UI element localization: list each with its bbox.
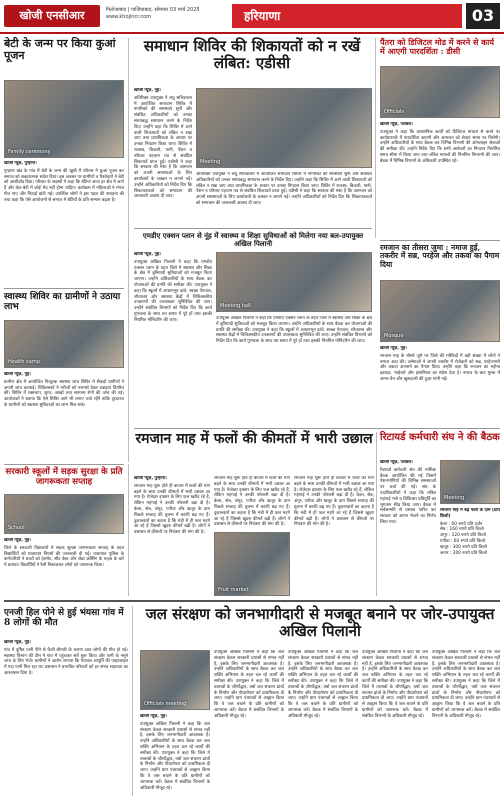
story-5-body: [134, 252, 212, 424]
page-number: 03: [466, 3, 500, 29]
story-7-byline: खोजी न्यूज़, पुन्हाना।: [134, 476, 167, 481]
list-item: पपीता : 60 रुपये प्रति किलो: [440, 538, 486, 544]
story-1-byline: खोजी न्यूज़, पुन्हाना।: [4, 161, 37, 166]
photo-label: Fruit market: [218, 587, 249, 593]
dateline: [106, 7, 216, 21]
section-title: हरियाणा: [232, 4, 462, 28]
story-9-text: जिले के सरकारी विद्यालयों में सड़क सुरक्षा जागरूकता सप्ताह के तहत विद्यार्थियों को यातायात नियमों की जानकारी दी गई। यातायात पुलिस के कर्मचारियों ने बच्चों को हेलमेट, सीट बेल्ट और जेब्रा क्रॉसिंग के महत्व के बारे में बताया। विद्यार्थियों ने रैली निकालकर लोगों को जागरूक किया।: [4, 545, 124, 569]
story-6-byline: खोजी न्यूज़, नूंह।: [380, 346, 407, 351]
photo-label: Meeting hall: [220, 303, 251, 309]
story-10-body: [4, 640, 128, 796]
story-5-byline: खोजी न्यूज़, नूंह।: [134, 252, 161, 257]
story-2-headline: स्वास्थ्य शिविर का ग्रामीणों ने उठाया लाभ: [4, 292, 121, 313]
story-11-body-cont3: [362, 650, 428, 796]
column-rule: [132, 606, 133, 796]
story-11-text-cont3: उपायुक्त अखिल पिलानी ने कहा कि जल संरक्षण केवल सरकारी प्रयासों से संभव नहीं है, इसके लिए जनभागीदारी आवश्यक है। उन्होंने अधिकारियों के साथ बैठक कर जल शक्ति अभियान के तहत चल रहे कार्यों की समीक्षा की। उपायुक्त ने कहा कि जिले में तालाबों के जीर्णोद्धार, वर्षा जल संचयन ढांचों के निर्माण और पौधारोपण को प्राथमिकता दी जाए। उन्होंने ग्राम पंचायतों से आह्वान किया कि वे जल बचाने के प्रति ग्रामीणों को जागरूक करें। बैठक में संबंधित विभागों के अधिकारी मौजूद रहे।: [362, 650, 428, 719]
column-rule: [128, 38, 129, 462]
story-3-body: [134, 88, 192, 224]
photo-label: Officials: [384, 109, 404, 115]
story-11-text-cont: उपायुक्त अखिल पिलानी ने कहा कि जल संरक्षण केवल सरकारी प्रयासों से संभव नहीं है, इसके लिए जनभागीदारी आवश्यक है। उन्होंने अधिकारियों के साथ बैठक कर जल शक्ति अभियान के तहत चल रहे कार्यों की समीक्षा की। उपायुक्त ने कहा कि जिले में तालाबों के जीर्णोद्धार, वर्षा जल संचयन ढांचों के निर्माण और पौधारोपण को प्राथमिकता दी जाए। उन्होंने ग्राम पंचायतों से आह्वान किया कि वे जल बचाने के प्रति ग्रामीणों को जागरूक करें। बैठक में संबंधित विभागों के अधिकारी मौजूद रहे।: [214, 650, 284, 719]
story-5-headline: एमडीए एक्शन प्लान से नूंह में स्वास्थ्य व शिक्षा सुविधाओं को मिलेगा नया बल-उपायुक्त अखिल पिलानी: [142, 231, 364, 248]
story-11-headline: जल संरक्षण को जनभागीदारी से मजबूत बनाने पर जोर-उपायुक्त अखिल पिलानी: [145, 605, 495, 640]
story-5-photo: [216, 252, 372, 312]
story-5-text-cont: उपायुक्त अखिल पिलानी ने कहा कि एमडीए एक्शन प्लान के तहत जिले में स्वास्थ्य और शिक्षा के क्षेत्र में बुनियादी सुविधाओं को मजबूत किया जाएगा। उन्होंने अधिकारियों के साथ बैठक कर योजनाओं की प्रगति की समीक्षा की। उपायुक्त ने कहा कि स्कूलों में आधारभूत ढांचे, स्वच्छ पेयजल, शौचालय और स्वास्थ्य केंद्रों में चिकित्सकीय उपकरणों की उपलब्धता सुनिश्चित की जाए। उन्होंने संबंधित विभागों को निर्देश दिए कि कार्य गुणवत्ता के साथ तय समय में पूरे हों तथा इसकी नियमित मॉनिटरिंग की जाए।: [216, 316, 372, 345]
story-2-byline: खोजी न्यूज़, नूंह।: [4, 372, 31, 377]
story-7-photo: [214, 532, 290, 596]
story-3-text-cont: अतिरिक्त उपायुक्त ने लघु सचिवालय में आयोजित समाधान शिविर में नागरिकों की समस्याएं सुनीं और संबंधित अधिकारियों को उनका समयबद्ध समाधान करने के निर्देश दिए। उन्होंने कहा कि शिविर में आने वाली शिकायतों को लंबित न रखा जाए तथा प्राथमिकता के आधार पर उनका निपटान किया जाए। शिविर में राजस्व, बिजली, पानी, पेंशन व परिवार पहचान पत्र से संबंधित शिकायतें प्राप्त हुईं। एडीसी ने कहा कि सरकार की मंशा है कि आमजन को अपनी समस्याओं के लिए कार्यालयों के चक्कर न लगाने पड़ें। उन्होंने अधिकारियों को निर्देश दिए कि शिकायतकर्ता को समाधान की जानकारी अवश्य दी जाए।: [196, 172, 372, 206]
story-7-text-cont2: रमजान माह शुरू होते ही बाजार में फलों की मांग बढ़ने के साथ उनकी कीमतों में भारी उछाल आ गया है। रोजेदार इफ्तार के लिए फल खरीद रहे हैं, लेकिन महंगाई ने उनकी परेशानी बढ़ा दी है। केला, सेब, अंगूर, पपीता और खजूर के दाम पिछले सप्ताह की तुलना में काफी बढ़ गए हैं। दुकानदारों का कहना है कि मंडी में ही फल महंगे आ रहे हैं जिससे खुदरा कीमतें बढ़ी हैं। लोगों ने प्रशासन से कीमतों पर नियंत्रण की मांग की है।: [294, 476, 374, 528]
story-6-photo: [380, 280, 500, 342]
story-5-body-cont: [216, 316, 372, 424]
dateline-text: फिरोजाबाद | गाजियाबाद, सोमवार 03 मार्च 2025: [106, 7, 200, 13]
story-3-photo: [196, 88, 372, 168]
list-item: अंगूर : 120 रुपये प्रति किलो: [440, 533, 486, 539]
story-11-body: [140, 714, 210, 796]
story-3-text: अतिरिक्त उपायुक्त ने लघु सचिवालय में आयोजित समाधान शिविर में नागरिकों की समस्याएं सुनीं और संबंधित अधिकारियों को उनका समयबद्ध समाधान करने के निर्देश दिए। उन्होंने कहा कि शिविर में आने वाली शिकायतों को लंबित न रखा जाए तथा प्राथमिकता के आधार पर उनका निपटान किया जाए। शिविर में राजस्व, बिजली, पानी, पेंशन व परिवार पहचान पत्र से संबंधित शिकायतें प्राप्त हुईं। एडीसी ने कहा कि सरकार की मंशा है कि आमजन को अपनी समस्याओं के लिए कार्यालयों के चक्कर न लगाने पड़ें। उन्होंने अधिकारियों को निर्देश दिए कि शिकायतकर्ता को समाधान की जानकारी अवश्य दी जाए।: [134, 95, 192, 200]
story-1-photo: [4, 80, 124, 158]
story-11-photo: [140, 650, 210, 710]
story-2-photo: [4, 320, 124, 368]
divider: [380, 240, 500, 241]
story-1-headline: बेटी के जन्म पर किया कुआं पूजन: [4, 37, 116, 63]
brand-logo: खोजी एनसीआर: [4, 5, 100, 27]
photo-label: Family ceremony: [8, 149, 51, 155]
story-7-text-cont: रमजान माह शुरू होते ही बाजार में फलों की मांग बढ़ने के साथ उनकी कीमतों में भारी उछाल आ गया है। रोजेदार इफ्तार के लिए फल खरीद रहे हैं, लेकिन महंगाई ने उनकी परेशानी बढ़ा दी है। केला, सेब, अंगूर, पपीता और खजूर के दाम पिछले सप्ताह की तुलना में काफी बढ़ गए हैं। दुकानदारों का कहना है कि मंडी में ही फल महंगे आ रहे हैं जिससे खुदरा कीमतें बढ़ी हैं। लोगों ने प्रशासन से कीमतों पर नियंत्रण की मांग की है।: [214, 476, 290, 528]
story-10-text: गांव में दूषित पानी पीने से फैली बीमारी के कारण आठ लोगों की मौत हो गई। स्वास्थ्य विभाग की टीम ने गांव में पहुंचकर सर्वे शुरू किया और पानी के नमूने जांच के लिए भेजे। ग्रामीणों ने आरोप लगाया कि पेयजल आपूर्ति की पाइपलाइन में गंदा पानी मिल रहा था। प्रशासन ने प्रभावित परिवारों को हर संभव सहायता का आश्वासन दिया है।: [4, 647, 128, 676]
story-11-text: उपायुक्त अखिल पिलानी ने कहा कि जल संरक्षण केवल सरकारी प्रयासों से संभव नहीं है, इसके लिए जनभागीदारी आवश्यक है। उन्होंने अधिकारियों के साथ बैठक कर जल शक्ति अभियान के तहत चल रहे कार्यों की समीक्षा की। उपायुक्त ने कहा कि जिले में तालाबों के जीर्णोद्धार, वर्षा जल संचयन ढांचों के निर्माण और पौधारोपण को प्राथमिकता दी जाए। उन्होंने ग्राम पंचायतों से आह्वान किया कि वे जल बचाने के प्रति ग्रामीणों को जागरूक करें। बैठक में संबंधित विभागों के अधिकारी मौजूद रहे।: [140, 721, 210, 791]
photo-label: Meeting: [444, 495, 465, 501]
story-9-body: [4, 538, 124, 596]
divider: [4, 600, 500, 602]
story-8-photo: [440, 460, 500, 504]
story-10-headline: एनजी हिल पोने से हुई भंयसा गांव में 8 लोगों की मौत: [4, 608, 124, 629]
list-item: अनार : 200 रुपये प्रति किलो: [440, 550, 487, 556]
story-7-body: [134, 476, 210, 596]
story-7-body-cont: [214, 476, 290, 530]
story-7-body-cont2: [294, 476, 374, 596]
fruit-price-list-label: रमजान माह में बढ़े फलों के दाम (प्रति किलो): [440, 508, 500, 519]
story-3-byline: खोजी न्यूज़, नूंह।: [134, 88, 161, 93]
story-3-headline: समाधान शिविर की शिकायतों को न रखें लंबित: एडीसी: [143, 37, 361, 72]
story-8-text: रिटायर्ड कर्मचारी संघ की मासिक बैठक आयोजित की गई जिसमें पेंशनभोगियों की विभिन्न समस्याओं पर चर्चा की गई। संघ के पदाधिकारियों ने कहा कि लंबित महंगाई भत्ते व चिकित्सा प्रतिपूर्ति का भुगतान शीघ्र किया जाए। बैठक में सर्वसम्मति से प्रस्ताव पारित कर सरकार को ज्ञापन भेजने का निर्णय लिया गया।: [380, 467, 436, 525]
column-rule: [128, 464, 129, 596]
story-9-byline: खोजी न्यूज़, नूंह।: [4, 538, 31, 543]
story-5-text: उपायुक्त अखिल पिलानी ने कहा कि एमडीए एक्शन प्लान के तहत जिले में स्वास्थ्य और शिक्षा के क्षेत्र में बुनियादी सुविधाओं को मजबूत किया जाएगा। उन्होंने अधिकारियों के साथ बैठक कर योजनाओं की प्रगति की समीक्षा की। उपायुक्त ने कहा कि स्कूलों में आधारभूत ढांचे, स्वच्छ पेयजल, शौचालय और स्वास्थ्य केंद्रों में चिकित्सकीय उपकरणों की उपलब्धता सुनिश्चित की जाए। उन्होंने संबंधित विभागों को निर्देश दिए कि कार्य गुणवत्ता के साथ तय समय में पूरे हों तथा इसकी नियमित मॉनिटरिंग की जाए।: [134, 259, 212, 323]
story-10-byline: खोजी न्यूज़, नूंह।: [4, 640, 31, 645]
story-4-body: [380, 122, 500, 238]
story-9-photo: [4, 494, 124, 534]
story-7-headline: रमजान माह में फलों की कीमतों में भारी उछाल: [135, 431, 373, 447]
list-item: खजूर : 300 रुपये प्रति किलो: [440, 544, 487, 550]
story-8-headline: रिटायर्ड कर्मचारी संघ ने की बैठक: [380, 432, 500, 443]
story-6-text: रमजान माह के तीसरे जुमे पर जिले की मस्जिदों में बड़ी संख्या में लोगों ने नमाज अदा की। उलेमाओं ने अपनी तकरीर में रोजेदारों को सब्र, परहेजगारी और तकवा अपनाने का पैगाम दिया। उन्होंने कहा कि रमजान का महीना इबादत, भाईचारे और इंसानियत का संदेश देता है। नमाज के बाद मुल्क में अमन-चैन और खुशहाली की दुआ मांगी गई।: [380, 353, 500, 382]
story-4-text: उपायुक्त ने कहा कि प्रशासनिक कार्यों को डिजिटल माध्यम से करने पर कार्यप्रणाली में पारदर्शिता आएगी और आमजन को सेवाएं समय पर मिलेंगी। उन्होंने अधिकारियों के साथ बैठक कर विभिन्न विभागों की ऑनलाइन सेवाओं की समीक्षा की। उन्होंने निर्देश दिए कि सभी आवेदनों का निपटान निर्धारित समय सीमा में किया जाए तथा लंबित मामलों की नियमित निगरानी की जाए। बैठक में विभिन्न विभागों के अधिकारी उपस्थित रहे।: [380, 129, 500, 164]
column-rule: [376, 432, 377, 596]
story-4-byline: खोजी न्यूज़, पलवल।: [380, 122, 413, 127]
story-7-text: रमजान माह शुरू होते ही बाजार में फलों की मांग बढ़ने के साथ उनकी कीमतों में भारी उछाल आ गया है। रोजेदार इफ्तार के लिए फल खरीद रहे हैं, लेकिन महंगाई ने उनकी परेशानी बढ़ा दी है। केला, सेब, अंगूर, पपीता और खजूर के दाम पिछले सप्ताह की तुलना में काफी बढ़ गए हैं। दुकानदारों का कहना है कि मंडी में ही फल महंगे आ रहे हैं जिससे खुदरा कीमतें बढ़ी हैं। लोगों ने प्रशासन से कीमतों पर नियंत्रण की मांग की है।: [134, 483, 210, 536]
photo-label: Meeting: [200, 159, 221, 165]
list-item: सेब : 160 रुपये प्रति किलो: [440, 527, 484, 533]
divider: [134, 428, 500, 429]
column-rule: [375, 38, 376, 238]
story-11-body-cont: [214, 650, 284, 796]
story-9-headline: सरकारी स्कूलों में सड़क सुरक्षा के प्रति जागरूकता सप्ताह: [5, 467, 123, 487]
divider: [134, 228, 372, 229]
photo-label: Officials meeting: [144, 701, 187, 707]
story-8-list: [440, 508, 500, 596]
photo-label: Health camp: [8, 359, 40, 365]
story-2-text: ग्रामीण क्षेत्र में आयोजित निःशुल्क स्वास्थ्य जांच शिविर में सैकड़ों ग्रामीणों ने अपनी जांच करवाई। चिकित्सकों ने मरीजों को परामर्श देकर दवाइयां वितरित कीं। शिविर में रक्तचाप, शुगर, आंखों तथा सामान्य रोगों की जांच की गई। आयोजकों ने बताया कि ऐसे शिविर आगे भी लगाए जाते रहेंगे ताकि दूरदराज के ग्रामीणों को स्वास्थ्य सुविधाओं का लाभ मिल सके।: [4, 379, 124, 408]
list-item: केला : 60 रुपये प्रति दर्जन: [440, 521, 483, 527]
story-11-body-cont2: [288, 650, 358, 796]
photo-label: Mosque: [384, 333, 404, 339]
story-8-body: [380, 460, 436, 596]
masthead: [0, 0, 504, 34]
story-8-byline: खोजी न्यूज़, पलवल।: [380, 460, 413, 465]
divider: [4, 464, 124, 465]
divider: [4, 288, 124, 289]
website-text: www.khojincr.com: [106, 14, 152, 20]
story-11-body-cont4: [432, 650, 500, 796]
story-11-byline: खोजी न्यूज़, नूंह।: [140, 714, 167, 719]
story-1-text: पुन्हाना खंड के गांव में बेटी के जन्म की खुशी में परिवार ने कुआं पूजन कर समाज को सकारात्मक संदेश दिया। इस अवसर पर ग्रामीणों व रिश्तेदारों ने बेटी को आशीर्वाद दिया। परिवार के सदस्यों ने कहा कि बेटियां आज हर क्षेत्र में आगे हैं और बेटा-बेटी में कोई भेद नहीं होना चाहिए। कार्यक्रम में महिलाओं ने मंगल गीत गाए और मिठाई बांटी गई। उपस्थित लोगों ने इस पहल की सराहना की तथा कहा कि ऐसे आयोजनों से समाज में बेटियों के प्रति सम्मान बढ़ता है।: [4, 168, 124, 203]
story-11-text-cont2: उपायुक्त अखिल पिलानी ने कहा कि जल संरक्षण केवल सरकारी प्रयासों से संभव नहीं है, इसके लिए जनभागीदारी आवश्यक है। उन्होंने अधिकारियों के साथ बैठक कर जल शक्ति अभियान के तहत चल रहे कार्यों की समीक्षा की। उपायुक्त ने कहा कि जिले में तालाबों के जीर्णोद्धार, वर्षा जल संचयन ढांचों के निर्माण और पौधारोपण को प्राथमिकता दी जाए। उन्होंने ग्राम पंचायतों से आह्वान किया कि वे जल बचाने के प्रति ग्रामीणों को जागरूक करें। बैठक में संबंधित विभागों के अधिकारी मौजूद रहे।: [288, 650, 358, 719]
photo-label: School: [8, 525, 25, 531]
story-1-body: [4, 161, 124, 285]
story-2-body: [4, 372, 124, 460]
story-3-body-cont: [196, 172, 372, 224]
story-4-headline: पैंतरा को डिजिटल मोड में करने से कार्य में आएगी पारदर्शिता : डीसी: [380, 37, 495, 56]
story-6-headline: रमजान का तीसरा जुमा : नमाज हुई, तकरीर में सब्र, परहेज और तकवा का पैगाम दिया: [380, 243, 500, 269]
story-4-photo: [380, 66, 500, 118]
story-11-text-cont4: उपायुक्त अखिल पिलानी ने कहा कि जल संरक्षण केवल सरकारी प्रयासों से संभव नहीं है, इसके लिए जनभागीदारी आवश्यक है। उन्होंने अधिकारियों के साथ बैठक कर जल शक्ति अभियान के तहत चल रहे कार्यों की समीक्षा की। उपायुक्त ने कहा कि जिले में तालाबों के जीर्णोद्धार, वर्षा जल संचयन ढांचों के निर्माण और पौधारोपण को प्राथमिकता दी जाए। उन्होंने ग्राम पंचायतों से आह्वान किया कि वे जल बचाने के प्रति ग्रामीणों को जागरूक करें। बैठक में संबंधित विभागों के अधिकारी मौजूद रहे।: [432, 650, 500, 719]
story-6-body: [380, 346, 500, 426]
